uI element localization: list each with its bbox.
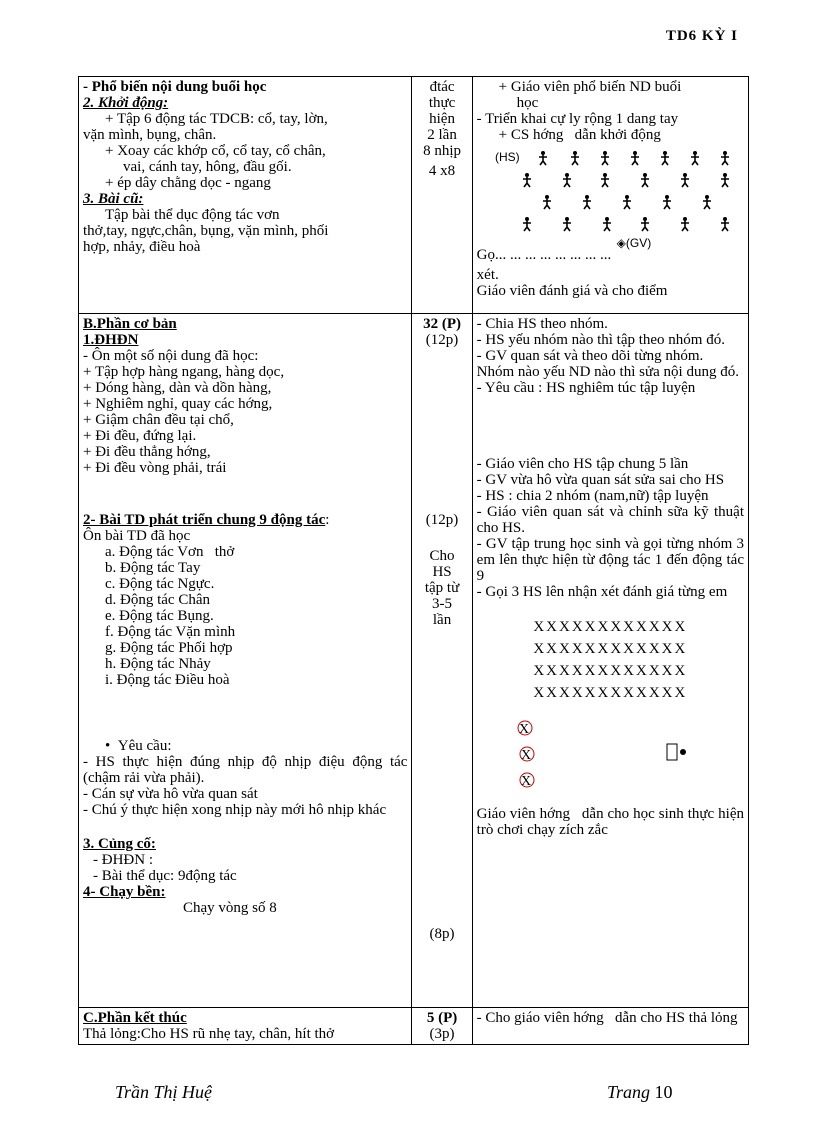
student-figure-icon [583, 195, 591, 209]
method-line: - Cho giáo viên hớng dẫn cho HS thả lỏng [476, 1010, 738, 1026]
student-figure-icon [631, 151, 639, 165]
dose-line: 2 lần [427, 127, 457, 143]
student-figure-icon [523, 173, 531, 187]
time-cell [412, 77, 472, 314]
student-figure-icon [543, 195, 551, 209]
method-line: + CS hớng dẫn khởi động [498, 127, 661, 143]
time-cell [412, 1008, 472, 1045]
content-line: + Nghiêm nghỉ, quay các hớng, [83, 396, 273, 412]
student-figures [523, 151, 729, 231]
student-figure-icon [661, 151, 669, 165]
student-figure-icon [721, 151, 729, 165]
student-figure-icon [603, 217, 611, 231]
intro-title: - Phổ biến nội dung buổi học [83, 79, 267, 95]
dose-line: 4 x8 [428, 163, 456, 179]
requirement-line: - Cán sự vừa hô vừa quan sát [83, 786, 258, 802]
move-item: a. Động tác Vơn thở [105, 544, 235, 560]
content-line: + Dóng hàng, dàn và dồn hàng, [83, 380, 272, 396]
warmup-title: 2. Khởi động: [83, 95, 169, 111]
time-part: (12p) [425, 512, 459, 528]
method-cell [472, 314, 748, 1008]
method-cell [472, 77, 748, 314]
student-figure-icon [641, 217, 649, 231]
hs-label: (HS) [494, 150, 520, 164]
svg-text:X: X [520, 774, 531, 789]
content-cell [79, 77, 412, 314]
method-line: - HS yếu nhóm nào thì tập theo nhóm đó. [476, 332, 725, 348]
student-figure-icon [663, 195, 671, 209]
time-cell [412, 314, 472, 1008]
page-number: Trang 10 [607, 1082, 673, 1102]
rep-line: lần [432, 612, 452, 628]
time-part: (3p) [429, 1026, 455, 1042]
content-line: - Ôn một số nội dung đã học: [83, 348, 259, 364]
rep-line: Cho [429, 548, 455, 564]
student-figure-icon [601, 151, 609, 165]
student-figure-icon [681, 173, 689, 187]
student-figure-icon [691, 151, 699, 165]
move-item: e. Động tác Bụng. [105, 608, 214, 624]
method-line: Nhóm nào yếu ND nào thì sửa nội dung đó. [476, 364, 739, 380]
requirement-line: - Chú ý thực hiện xong nhịp này mới hô nhịp khác [83, 802, 387, 818]
time-part: (8p) [429, 926, 455, 942]
student-figure-icon [571, 151, 579, 165]
method-line: Giáo viên đánh giá và cho điểm [476, 283, 668, 299]
student-figure-icon [721, 217, 729, 231]
student-figure-icon [681, 217, 689, 231]
method-line: - HS : chia 2 nhóm (nam,nữ) tập luyện [476, 488, 709, 504]
student-figure-icon [623, 195, 631, 209]
cone-marker-icon [520, 747, 534, 763]
method-line: - GV quan sát và theo dõi từng nhóm. [476, 348, 704, 364]
oldlesson-line: hợp, nhảy, điều hoà [83, 239, 201, 255]
student-figure-icon [563, 173, 571, 187]
move-item: g. Động tác Phối hợp [105, 640, 233, 656]
student-figure-icon [641, 173, 649, 187]
method-line: - GV vừa hô vừa quan sát sửa sai cho HS [476, 472, 725, 488]
method-line: - Gọi 3 HS lên nhận xét đánh giá từng em [476, 584, 728, 600]
warmup-line: + Tập 6 động tác TDCB: cổ, tay, lờn, [105, 111, 328, 127]
move-item: h. Động tác Nhảy [105, 656, 211, 672]
move-item: i. Động tác Điều hoà [105, 672, 230, 688]
content-line: + Đi đều vòng phải, trái [83, 460, 227, 476]
warmup-line: + Xoay các khớp cổ, cổ tay, cổ chân, [105, 143, 326, 159]
subsection-title-2: 2- Bài TD phát triển chung 9 động tác: [83, 512, 330, 528]
content-cell [79, 1008, 412, 1045]
content-line: Thả lỏng:Cho HS rũ nhẹ tay, chân, hít thở [83, 1026, 335, 1042]
requirement-title: • Yêu cầu: [105, 738, 172, 754]
oldlesson-line: thở,tay, ngực,chân, bụng, vặn mình, phối [83, 223, 329, 239]
rep-line: HS [432, 564, 452, 580]
formation-row: XXXXXXXXXXXX [533, 685, 688, 701]
cone-marker-icon [518, 721, 532, 737]
method-line: Giáo viên hớng dẫn cho học sinh thực hiện trò chơi chạy zích zắc [476, 806, 748, 838]
content-line: + Đi đều, đứng lại. [83, 428, 197, 444]
table-row [79, 314, 749, 1008]
method-line: - GV tập trung học sinh và gọi từng nhóm 3 em lên thực hiện từ động tác 1 đến động tác 9 [476, 536, 748, 584]
lesson-table [78, 76, 749, 1045]
subsection-title: 1.ĐHĐN [83, 332, 139, 348]
method-line: - Giáo viên quan sát và chỉnh sữa kỹ thuật cho HS. [476, 504, 748, 536]
table-row [79, 77, 749, 314]
warmup-line: vặn mình, bụng, chân. [83, 127, 217, 143]
run-line: Chạy vòng số 8 [183, 900, 277, 916]
formation-row: XXXXXXXXXXXX [533, 619, 688, 635]
student-figure-icon [601, 173, 609, 187]
method-line: - Yêu cầu : HS nghiêm túc tập luyện [476, 380, 696, 396]
move-item: f. Động tác Vặn mình [105, 624, 236, 640]
warmup-line: + ép dây chằng dọc - ngang [105, 175, 271, 191]
oldlesson-line: Tập bài thể dục động tác vơn [105, 207, 280, 223]
section-title: C.Phần kết thúc [83, 1010, 187, 1026]
method-line: - Chia HS theo nhóm. [476, 316, 608, 332]
consolidation-line: - ĐHĐN : [93, 852, 153, 868]
content-line: + Giậm chân đều tại chổ, [83, 412, 234, 428]
method-line: học [516, 95, 539, 111]
author-name: Trần Thị Huệ [115, 1082, 213, 1102]
move-item: d. Động tác Chân [105, 592, 210, 608]
student-figure-icon [539, 151, 547, 165]
page-header: TD6 KỲ I [665, 28, 738, 44]
student-figure-icon [563, 217, 571, 231]
zigzag-diagram [477, 708, 735, 800]
cone-marker-icon [520, 773, 534, 789]
table-row [79, 1008, 749, 1045]
consolidation-title: 3. Củng cố: [83, 836, 156, 852]
method-line: Gọ... ... ... ... ... ... ... ... [476, 247, 612, 263]
student-figure-icon [703, 195, 711, 209]
svg-text:X: X [520, 748, 531, 763]
formation-row: XXXXXXXXXXXX [533, 663, 688, 679]
run-title: 4- Chạy bền: [83, 884, 166, 900]
section-title: B.Phần cơ bản [83, 316, 177, 332]
time-part: (12p) [425, 332, 459, 348]
method-line: - Triển khai cự ly rộng 1 dang tay [476, 111, 679, 127]
time-total: 32 (P) [423, 316, 461, 332]
warmup-line: vai, cánh tay, hông, đầu gối. [123, 159, 292, 175]
gv-label: ◈(GV) [616, 236, 652, 250]
dose-line: thực [428, 95, 456, 111]
svg-text:X: X [518, 722, 529, 737]
move-item: b. Động tác Tay [105, 560, 201, 576]
start-flag-icon [667, 744, 686, 760]
rep-line: tập từ [424, 580, 460, 596]
method-line: xét. [476, 267, 499, 283]
content-line: + Đi đều thẳng hớng, [83, 444, 211, 460]
move-item: c. Động tác Ngực. [105, 576, 215, 592]
student-figure-icon [721, 173, 729, 187]
formation-row: XXXXXXXXXXXX [533, 641, 688, 657]
content-line: + Tập hợp hàng ngang, hàng dọc, [83, 364, 285, 380]
method-line: - Giáo viên cho HS tập chung 5 lần [476, 456, 689, 472]
oldlesson-title: 3. Bài cũ: [83, 191, 144, 207]
time-total: 5 (P) [426, 1010, 458, 1026]
rep-line: 3-5 [432, 596, 453, 612]
review-line: Ôn bài TD đã học [83, 528, 191, 544]
method-cell [472, 1008, 748, 1045]
dose-line: hiện [429, 111, 455, 127]
student-figure-icon [523, 217, 531, 231]
content-cell [79, 314, 412, 1008]
formation-diagram [477, 145, 735, 237]
requirement-line: - HS thực hiện đúng nhịp độ nhịp điệu động tác (chậm rải vừa phải). [83, 754, 412, 786]
consolidation-line: - Bài thể dục: 9động tác [93, 868, 237, 884]
dose-line: 8 nhịp [423, 143, 462, 159]
method-line: + Giáo viên phổ biến ND buổi [498, 79, 682, 95]
dose-line: đtác [429, 79, 455, 95]
